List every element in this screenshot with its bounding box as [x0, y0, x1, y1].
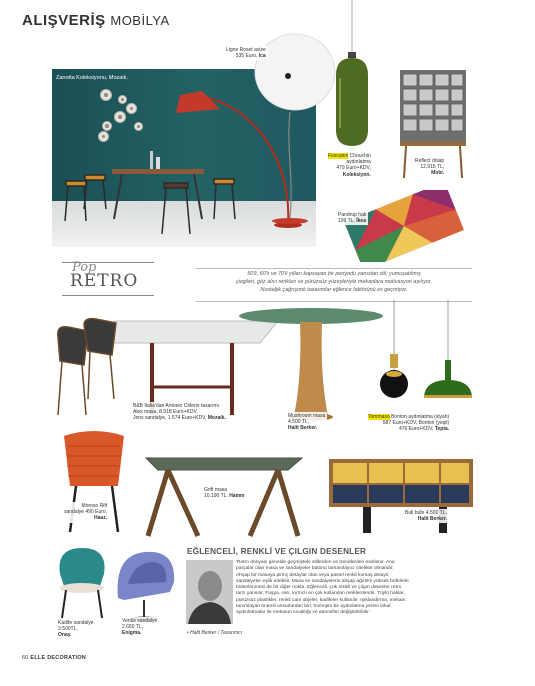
venus-chair-photo: [114, 548, 178, 622]
box-title: EĞLENCELİ, RENKLİ VE ÇILGIN DESENLER: [187, 547, 367, 556]
page-footer: [22, 655, 86, 661]
bufe-photo: [327, 455, 475, 535]
pendant-lamp-photo: [330, 0, 370, 150]
caption-bufe: Bull büfe 4.500 TL, Halit Berker.: [405, 510, 447, 523]
kadife-chair-photo: [54, 544, 110, 620]
header-title: ALIŞVERİŞ: [22, 12, 106, 29]
caption-kadife: Kadife sandalye 3.500TL, Onay.: [58, 620, 94, 639]
heading-retro: RETRO: [70, 271, 139, 291]
hero-caption: Zanotta Koleksiyonu, Mozaik.: [56, 75, 128, 81]
magazine-name: ELLE DECORATION: [30, 655, 87, 661]
rug-photo: [344, 190, 464, 262]
box-quote: 'Retro dünyası genelde geçmişteki stillerden ve trendlerden esinlenir. Ana parçalar olan masa ve sandalyeler bütünü tamamlayıcı nitelikte olmalıdır. Ahşap bir masaya pirinç detaylar olan veya pastel renkli kumaş detaylı sandalyeler eşlik edebilir. Masa ve sandalyelerin ahşap ağırlıklı yüksek büfelerle bütünlenmesi de bir diğer nokta. Eğlenceli, çok renkli ve çılgın desenler retro tarzı yansıtır. Fuşya, sarı, kırmızı en çok kullanılan renklerdendir. Tüylü halılar, pürüzsüz plastikler, renkli cam objeler, kadifeler kullanılır. Işıklandırma, mekanı tanımlayan önemli unsurlardan biri; homojen bir aydınlatma yerine lokal aydınlatmalar ile mekanın sıcaklığı ve atmosferi değiştirilebilir.': [236, 560, 409, 616]
caption-mushroom: Mushroom masa 4.500 TL, Halit Berker.: [288, 413, 326, 432]
caption-rug: Pandrup halı 199 TL, İkea: [338, 212, 367, 225]
section-heading: [62, 262, 154, 296]
section-header: [22, 12, 170, 29]
caption-moroso: Moroso Rift sandalye 490 Euro, Haaz.: [64, 503, 108, 522]
caption-venus: Venüs sandalye 2.650 TL, Enigma.: [122, 618, 158, 637]
caption-grift: Grift masa 10.190 TL, Hamm: [204, 487, 245, 500]
caption-lamp: Ligne Roset avize 535 Euro, Ica: [226, 47, 266, 60]
caption-cabinet: Reflect dolap 12.915 TL, Mobi.: [415, 158, 445, 177]
intro-text: 50'li, 60'lı ve 70'li yılları kapsayan bir periyodu yansıtan stil; yumuşatılmış çizgileri, göz alıcı renkleri ve pürüzsüz yüzeyleriyle mekanlara motivasyon aşılıyor. Nostaljik çağrışımlı tasarımlar eğlence faktörünü es geçmiyor.: [196, 268, 472, 302]
caption-tommaso: Tommaso Bonton aydınlatma (siyah) 587 Euro+KDV, Bonton (yeşil) 476 Euro+KDV, Tepta.: [368, 414, 450, 433]
designer-portrait: [186, 560, 233, 624]
tommaso-lamps-photo: [364, 300, 474, 410]
caption-bb-italia: B&B Italia'dan Antonio Citterio tasarımı Alex masa, 8.918 Euro+KDV. Jens sandalye, 1.574 Euro+KDV, Mozaik.: [133, 403, 226, 422]
header-subtitle: MOBİLYA: [110, 13, 170, 28]
caption-foscarini: Foscarini Chouchin aydınlatma 479 Euro+KDV, Koleksiyon.: [328, 153, 371, 178]
page-number: 60: [22, 655, 29, 661]
box-signature: • Halit Berker / Tasarımcı: [187, 630, 243, 636]
heading-pop: Pop: [72, 260, 97, 275]
